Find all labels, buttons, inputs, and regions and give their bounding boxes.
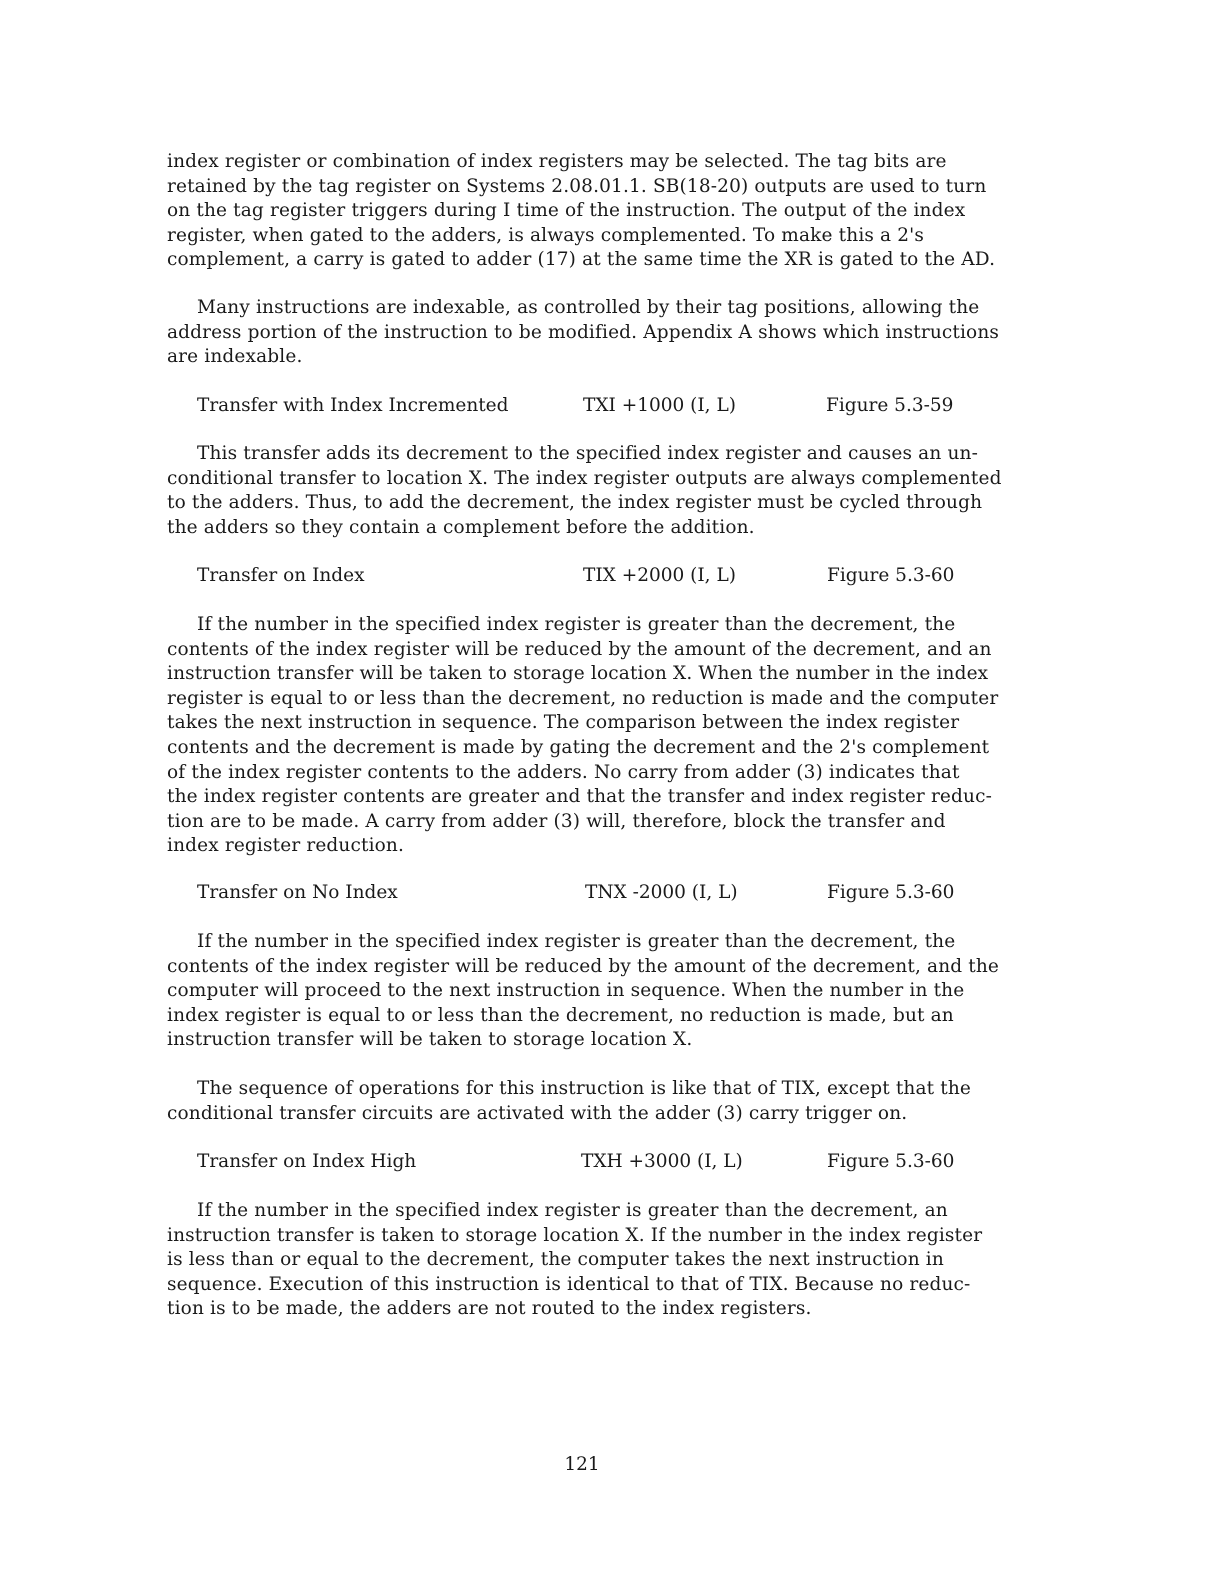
instruction-mnemonic: TIX +2000 (I, L): [583, 565, 736, 586]
text-line: address portion of the instruction to be modified. Appendix A shows which instructions: [167, 321, 1000, 343]
paragraph-txh-description: [167, 1199, 1027, 1322]
text-line: If the number in the specified index register is greater than the decrement, an: [197, 1200, 948, 1221]
text-line: tion is to be made, the adders are not routed to the index registers.: [167, 1298, 812, 1320]
text-line: is less than or equal to the decrement, the computer takes the next instruction in: [167, 1249, 944, 1271]
instruction-title: Transfer on Index: [197, 565, 365, 586]
figure-reference: Figure 5.3-60: [827, 882, 955, 903]
instruction-heading-txi: [197, 393, 997, 419]
paragraph-tnx-description: [167, 930, 1027, 1053]
paragraph-txi-description: [167, 442, 1027, 540]
text-line: contents of the index register will be reduced by the amount of the decrement, and the: [167, 955, 1000, 977]
text-line: retained by the tag register on Systems 2.08.01.1. SB(18-20) outputs are used to turn: [167, 175, 987, 197]
paragraph-tix-description: [167, 613, 1027, 859]
text-line: contents of the index register will be reduced by the amount of the decrement, and an: [167, 638, 992, 660]
instruction-title: Transfer on Index High: [197, 1151, 417, 1172]
text-line: Many instructions are indexable, as controlled by their tag positions, allowing the: [197, 297, 980, 318]
paragraph-index-register-selection: [167, 150, 1027, 273]
text-line: computer will proceed to the next instruction in sequence. When the number in the: [167, 980, 965, 1002]
figure-reference: Figure 5.3-59: [826, 395, 954, 416]
text-line: index register is equal to or less than the decrement, no reduction is made, but an: [167, 1004, 954, 1026]
text-line: takes the next instruction in sequence. The comparison between the index register: [167, 712, 960, 734]
paragraph-indexable-instructions: [167, 296, 1027, 370]
text-line: instruction transfer is taken to storage location X. If the number in the index register: [167, 1224, 983, 1246]
text-line: If the number in the specified index register is greater than the decrement, the: [197, 614, 956, 635]
text-line: of the index register contents to the adders. No carry from adder (3) indicates that: [167, 761, 960, 783]
text-line: register, when gated to the adders, is always complemented. To make this a 2's: [167, 224, 925, 246]
page-number: 121: [564, 1454, 600, 1475]
text-line: on the tag register triggers during I time of the instruction. The output of the index: [167, 200, 966, 222]
text-line: conditional transfer circuits are activated with the adder (3) carry trigger on.: [167, 1102, 908, 1124]
figure-reference: Figure 5.3-60: [827, 565, 955, 586]
text-line: register is equal to or less than the decrement, no reduction is made and the computer: [167, 687, 999, 709]
instruction-title: Transfer with Index Incremented: [197, 395, 509, 416]
text-line: instruction transfer will be taken to storage location X.: [167, 1029, 693, 1051]
text-line: The sequence of operations for this instruction is like that of TIX, except that the: [197, 1078, 972, 1099]
instruction-heading-tix: [197, 563, 997, 589]
text-line: complement, a carry is gated to adder (17) at the same time the XR is gated to the AD.: [167, 249, 996, 271]
text-line: to the adders. Thus, to add the decrement, the index register must be cycled through: [167, 492, 983, 514]
text-line: the index register contents are greater and that the transfer and index register reduc-: [167, 786, 992, 808]
figure-reference: Figure 5.3-60: [827, 1151, 955, 1172]
instruction-title: Transfer on No Index: [197, 882, 398, 903]
text-line: the adders so they contain a complement before the addition.: [167, 516, 755, 538]
text-line: contents and the decrement is made by gating the decrement and the 2's complement: [167, 736, 990, 758]
instruction-mnemonic: TXI +1000 (I, L): [583, 395, 736, 416]
text-line: This transfer adds its decrement to the specified index register and causes an un-: [197, 443, 978, 464]
text-line: tion are to be made. A carry from adder (3) will, therefore, block the transfer and: [167, 810, 946, 832]
instruction-mnemonic: TXH +3000 (I, L): [581, 1151, 743, 1172]
text-line: index register reduction.: [167, 835, 405, 857]
text-line: are indexable.: [167, 346, 303, 368]
text-line: sequence. Execution of this instruction is identical to that of TIX. Because no reduc-: [167, 1273, 971, 1295]
instruction-heading-tnx: [197, 880, 997, 906]
text-line: conditional transfer to location X. The index register outputs are always complemented: [167, 467, 1002, 489]
text-line: index register or combination of index registers may be selected. The tag bits are: [167, 151, 947, 172]
text-line: instruction transfer will be taken to storage location X. When the number in the index: [167, 663, 989, 685]
instruction-mnemonic: TNX -2000 (I, L): [585, 882, 738, 903]
instruction-heading-txh: [197, 1149, 997, 1175]
text-line: If the number in the specified index register is greater than the decrement, the: [197, 931, 956, 952]
paragraph-tnx-sequence: [167, 1077, 1027, 1126]
